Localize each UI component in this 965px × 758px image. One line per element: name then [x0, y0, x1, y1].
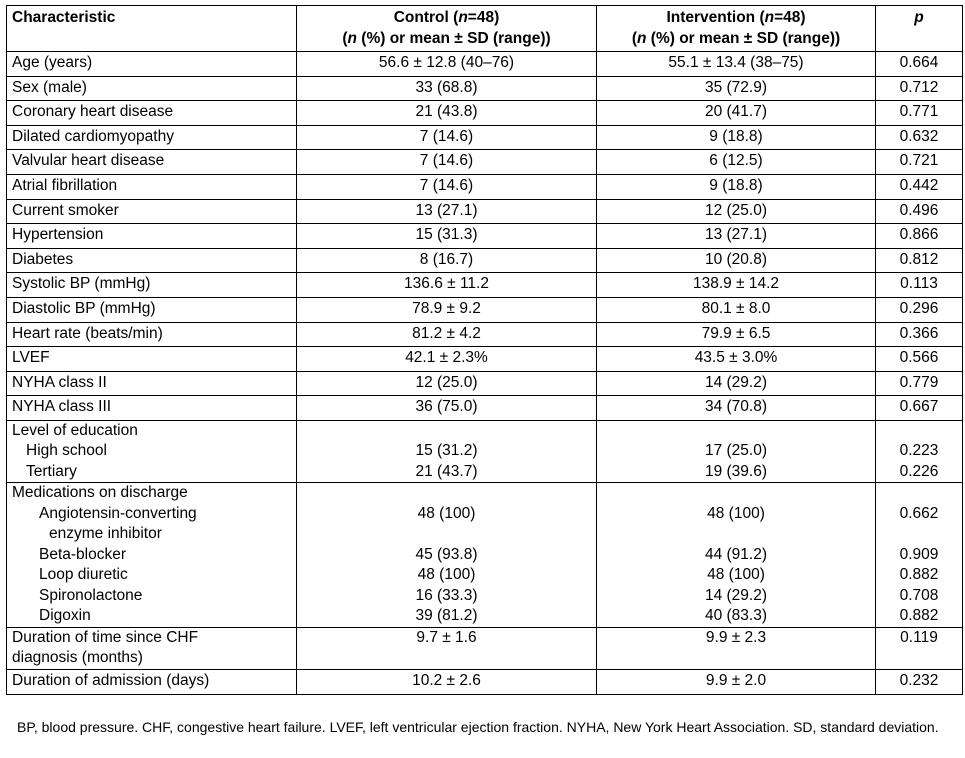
row-control-value: 7 (14.6) [297, 150, 597, 175]
medications-label-cell: Medications on discharge Angiotensin-converting enzyme inhibitor Beta-blocker Loop diuretic Spironolactone Digoxin [7, 483, 297, 628]
row-p-value: 0.632 [876, 125, 963, 150]
row-p-value: 0.566 [876, 347, 963, 372]
row-p-value: 0.712 [876, 76, 963, 101]
row-p-value: 0.366 [876, 322, 963, 347]
education-item-label: Tertiary [26, 462, 77, 480]
row-label: Age (years) [7, 52, 297, 77]
row-p-value: 0.812 [876, 248, 963, 273]
header-control: Control (n=48) (n (%) or mean ± SD (range)) [297, 6, 597, 52]
row-p-value: 0.721 [876, 150, 963, 175]
row-control-value: 8 (16.7) [297, 248, 597, 273]
table-row-education [7, 420, 963, 483]
row-p-value: 0.119 [876, 627, 963, 669]
row-p-value: 0.442 [876, 174, 963, 199]
row-control-value: 56.6 ± 12.8 (40–76) [297, 52, 597, 77]
row-intervention-value: 6 (12.5) [597, 150, 876, 175]
row-intervention-value: 34 (70.8) [597, 396, 876, 421]
row-control-value: 81.2 ± 4.2 [297, 322, 597, 347]
header-characteristic: Characteristic [7, 6, 297, 52]
education-item-label: High school [26, 442, 107, 460]
row-control-value: 10.2 ± 2.6 [297, 669, 597, 694]
education-intervention-cell: 17 (25.0) 19 (39.6) [597, 420, 876, 483]
table-row-duration-admission [7, 669, 963, 694]
row-control-value: 12 (25.0) [297, 371, 597, 396]
education-control-cell: 15 (31.2) 21 (43.7) [297, 420, 597, 483]
row-intervention-value: 55.1 ± 13.4 (38–75) [597, 52, 876, 77]
education-p-cell: 0.223 0.226 [876, 420, 963, 483]
row-label: Sex (male) [7, 76, 297, 101]
table-row [7, 371, 963, 396]
header-p: p [876, 6, 963, 52]
row-intervention-value: 10 (20.8) [597, 248, 876, 273]
table-row-duration-chf [7, 627, 963, 669]
row-label: Coronary heart disease [7, 101, 297, 126]
table-row [7, 199, 963, 224]
characteristics-table [6, 5, 963, 695]
row-label: Diabetes [7, 248, 297, 273]
education-group-label: Level of education [12, 421, 138, 439]
row-label: Systolic BP (mmHg) [7, 273, 297, 298]
row-control-value: 33 (68.8) [297, 76, 597, 101]
row-p-value: 0.113 [876, 273, 963, 298]
row-control-value: 13 (27.1) [297, 199, 597, 224]
medications-p-cell: 0.662 0.909 0.882 0.708 0.882 [876, 483, 963, 628]
education-label-cell [7, 420, 297, 483]
row-p-value: 0.232 [876, 669, 963, 694]
row-intervention-value: 9.9 ± 2.3 [597, 627, 876, 669]
row-label: Dilated cardiomyopathy [7, 125, 297, 150]
row-intervention-value: 12 (25.0) [597, 199, 876, 224]
row-label: Valvular heart disease [7, 150, 297, 175]
table-row [7, 150, 963, 175]
row-intervention-value: 80.1 ± 8.0 [597, 297, 876, 322]
medications-intervention-cell: 48 (100) 44 (91.2) 48 (100) 14 (29.2) 40 (83.3) [597, 483, 876, 628]
row-intervention-value: 14 (29.2) [597, 371, 876, 396]
table-row [7, 101, 963, 126]
row-control-value: 36 (75.0) [297, 396, 597, 421]
row-label: Current smoker [7, 199, 297, 224]
row-intervention-value: 79.9 ± 6.5 [597, 322, 876, 347]
row-p-value: 0.771 [876, 101, 963, 126]
row-p-value: 0.779 [876, 371, 963, 396]
row-label: Atrial fibrillation [7, 174, 297, 199]
row-control-value: 136.6 ± 11.2 [297, 273, 597, 298]
table-row [7, 174, 963, 199]
table-row [7, 347, 963, 372]
table-footnote: BP, blood pressure. CHF, congestive heart failure. LVEF, left ventricular ejection fraction. NYHA, New York Heart Association. SD, standard deviation. [17, 719, 939, 735]
header-intervention: Intervention (n=48) (n (%) or mean ± SD (range)) [597, 6, 876, 52]
row-intervention-value: 20 (41.7) [597, 101, 876, 126]
table-row [7, 297, 963, 322]
row-p-value: 0.296 [876, 297, 963, 322]
row-control-value: 42.1 ± 2.3% [297, 347, 597, 372]
row-intervention-value: 43.5 ± 3.0% [597, 347, 876, 372]
row-label: Duration of time since CHF diagnosis (months) [7, 627, 297, 669]
row-label: Duration of admission (days) [7, 669, 297, 694]
table-row-medications [7, 483, 963, 628]
row-control-value: 9.7 ± 1.6 [297, 627, 597, 669]
row-label: NYHA class III [7, 396, 297, 421]
row-label: NYHA class II [7, 371, 297, 396]
row-intervention-value: 9.9 ± 2.0 [597, 669, 876, 694]
row-p-value: 0.496 [876, 199, 963, 224]
row-p-value: 0.664 [876, 52, 963, 77]
row-control-value: 15 (31.3) [297, 224, 597, 249]
row-label: Diastolic BP (mmHg) [7, 297, 297, 322]
row-intervention-value: 35 (72.9) [597, 76, 876, 101]
table-row [7, 52, 963, 77]
row-intervention-value: 13 (27.1) [597, 224, 876, 249]
table-row [7, 224, 963, 249]
row-control-value: 78.9 ± 9.2 [297, 297, 597, 322]
row-label: LVEF [7, 347, 297, 372]
row-intervention-value: 9 (18.8) [597, 174, 876, 199]
table-row [7, 125, 963, 150]
table-row [7, 322, 963, 347]
row-control-value: 7 (14.6) [297, 174, 597, 199]
row-label: Hypertension [7, 224, 297, 249]
medications-group-label: Medications on discharge [12, 484, 188, 502]
table-row [7, 248, 963, 273]
medications-control-cell: 48 (100) 45 (93.8) 48 (100) 16 (33.3) 39 (81.2) [297, 483, 597, 628]
row-p-value: 0.866 [876, 224, 963, 249]
table-row [7, 396, 963, 421]
row-control-value: 21 (43.8) [297, 101, 597, 126]
row-label: Heart rate (beats/min) [7, 322, 297, 347]
row-control-value: 7 (14.6) [297, 125, 597, 150]
table-row [7, 273, 963, 298]
row-p-value: 0.667 [876, 396, 963, 421]
row-intervention-value: 138.9 ± 14.2 [597, 273, 876, 298]
row-intervention-value: 9 (18.8) [597, 125, 876, 150]
table-header-row [7, 6, 963, 52]
table-row [7, 76, 963, 101]
